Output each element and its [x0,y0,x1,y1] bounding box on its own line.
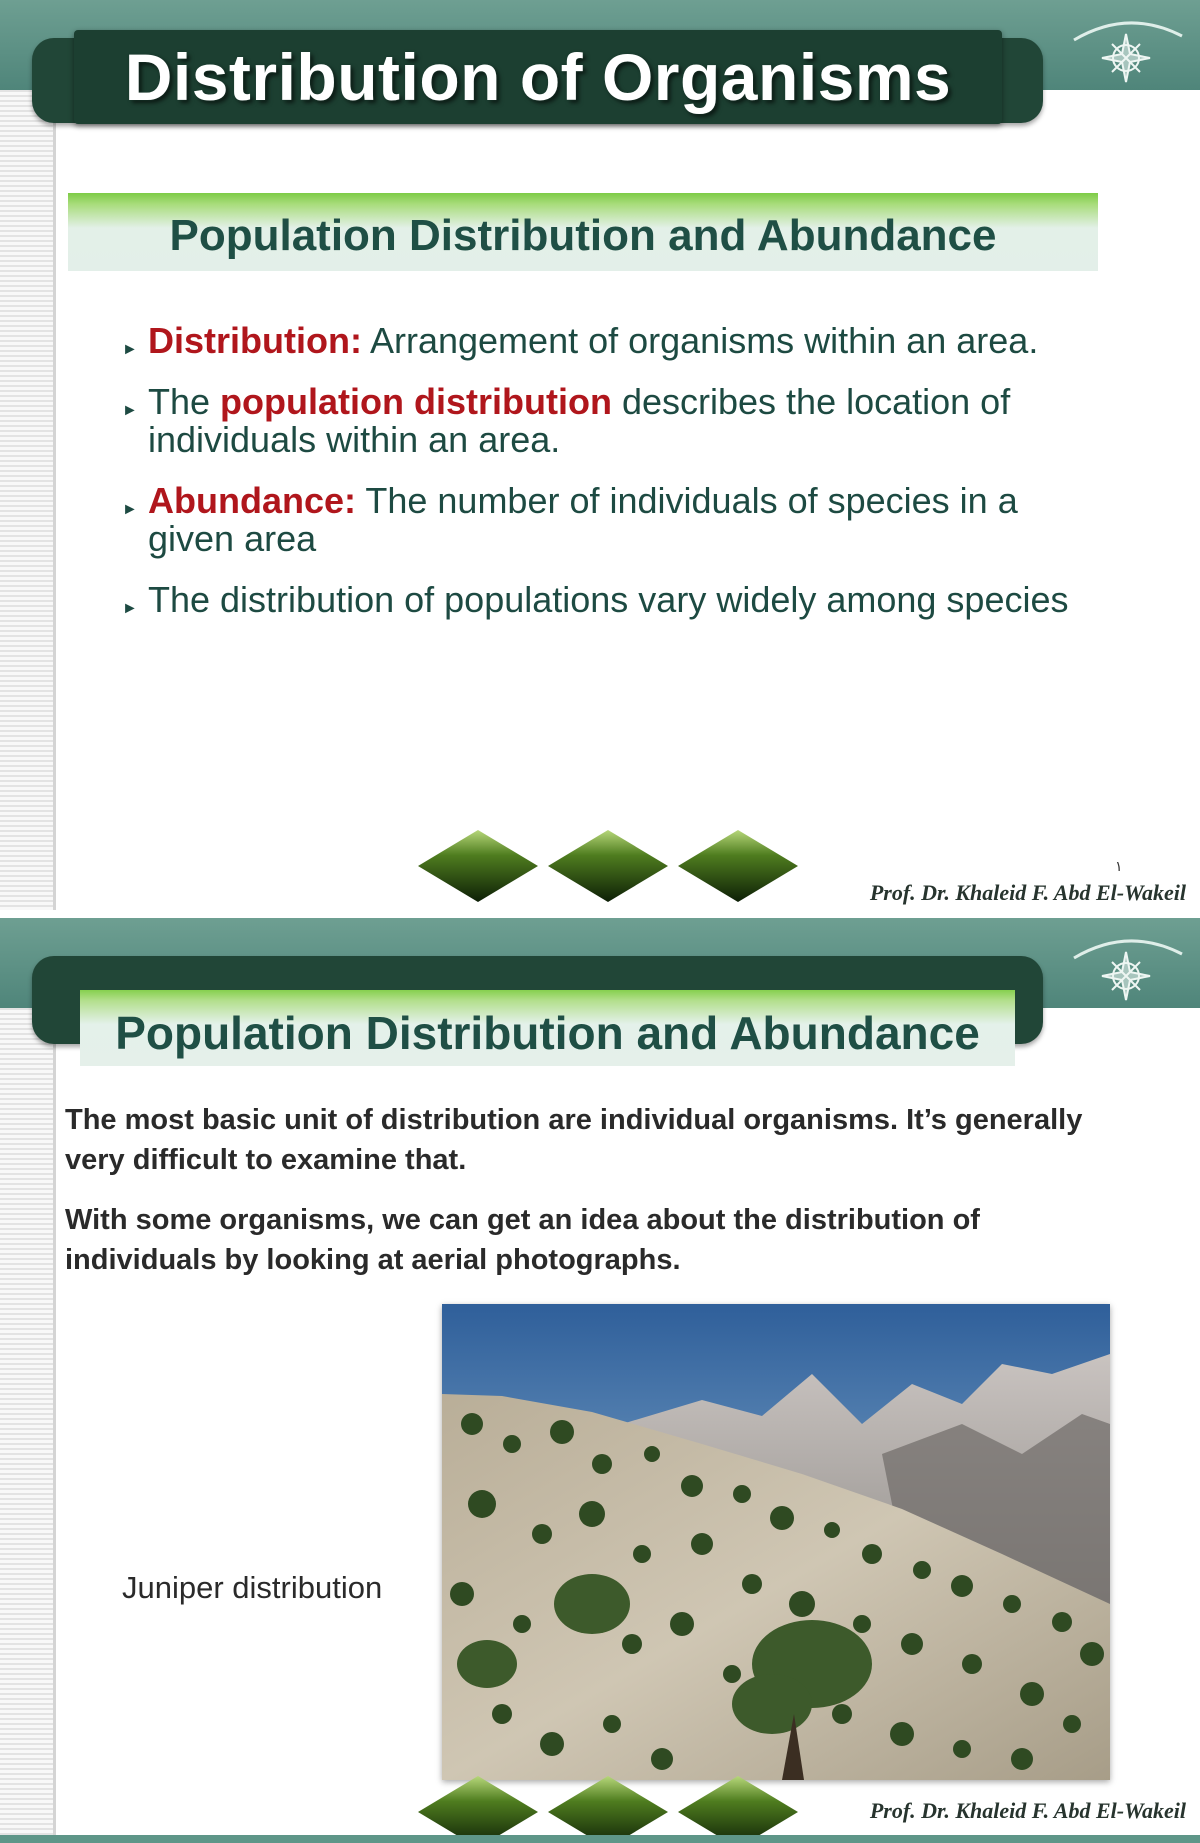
bullet-text: Arrangement of organisms within an area. [361,320,1039,361]
bullet-item [120,581,1100,619]
bullet-text-before: The [148,381,221,422]
bullet-arrow-icon: ► [122,600,138,617]
slide-1 [0,0,1200,910]
bullet-item [120,322,1100,360]
bullet-arrow-icon: ► [122,501,138,518]
diamond-ornaments [416,826,806,906]
side-stripes [0,1008,56,1843]
slide-subtitle: Population Distribution and Abundance [169,211,997,260]
diamond-ornaments [416,1772,806,1843]
page-number: ١ [1115,858,1123,874]
author-credit: Prof. Dr. Khaleid F. Abd El-Wakeil [869,1798,1186,1823]
term-distribution: Distribution: [148,320,362,361]
green-diamond-icon [546,826,671,906]
footer-band [0,1835,1200,1843]
photo-caption: Juniper distribution [122,1570,383,1605]
bullet-text: The distribution of populations vary widely among species [148,579,1069,620]
green-diamond-icon [676,826,801,906]
bullet-text: The number of individuals of species in a given area [148,480,1018,559]
compass-rose-icon [1068,14,1188,86]
green-diamond-icon [416,826,541,906]
author-credit: Prof. Dr. Khaleid F. Abd El-Wakeil [869,880,1186,905]
bullet-list [120,322,1100,642]
slide-title: Distribution of Organisms [124,40,952,114]
paragraph-aerial-photographs: With some organisms, we can get an idea about the distribution of individuals by looking at aerial photographs. [65,1204,980,1276]
slide-2 [0,918,1200,1843]
term-abundance: Abundance: [148,480,357,521]
slide-subtitle: Population Distribution and Abundance [115,1007,980,1059]
green-diamond-icon [416,1772,541,1843]
bullet-arrow-icon: ► [122,402,138,419]
title-bar [32,38,1043,123]
paragraph-basic-unit: The most basic unit of distribution are individual organisms. It’s generally very difficult to examine that. [65,1104,1083,1176]
green-diamond-icon [676,1772,801,1843]
title-bar-inner [74,30,1002,124]
bullet-item [120,383,1100,459]
green-diamond-icon [546,1772,671,1843]
side-stripes [0,90,56,910]
bullet-item [120,482,1100,558]
subtitle-banner [80,990,1015,1066]
juniper-landscape-photo [442,1304,1110,1780]
compass-rose-icon [1068,932,1188,1004]
term-population-distribution: population distribution [220,381,612,422]
subtitle-banner [68,193,1098,271]
bullet-arrow-icon: ► [122,341,138,358]
bullet-text-after: describes the location of individuals within an area. [148,381,1011,460]
